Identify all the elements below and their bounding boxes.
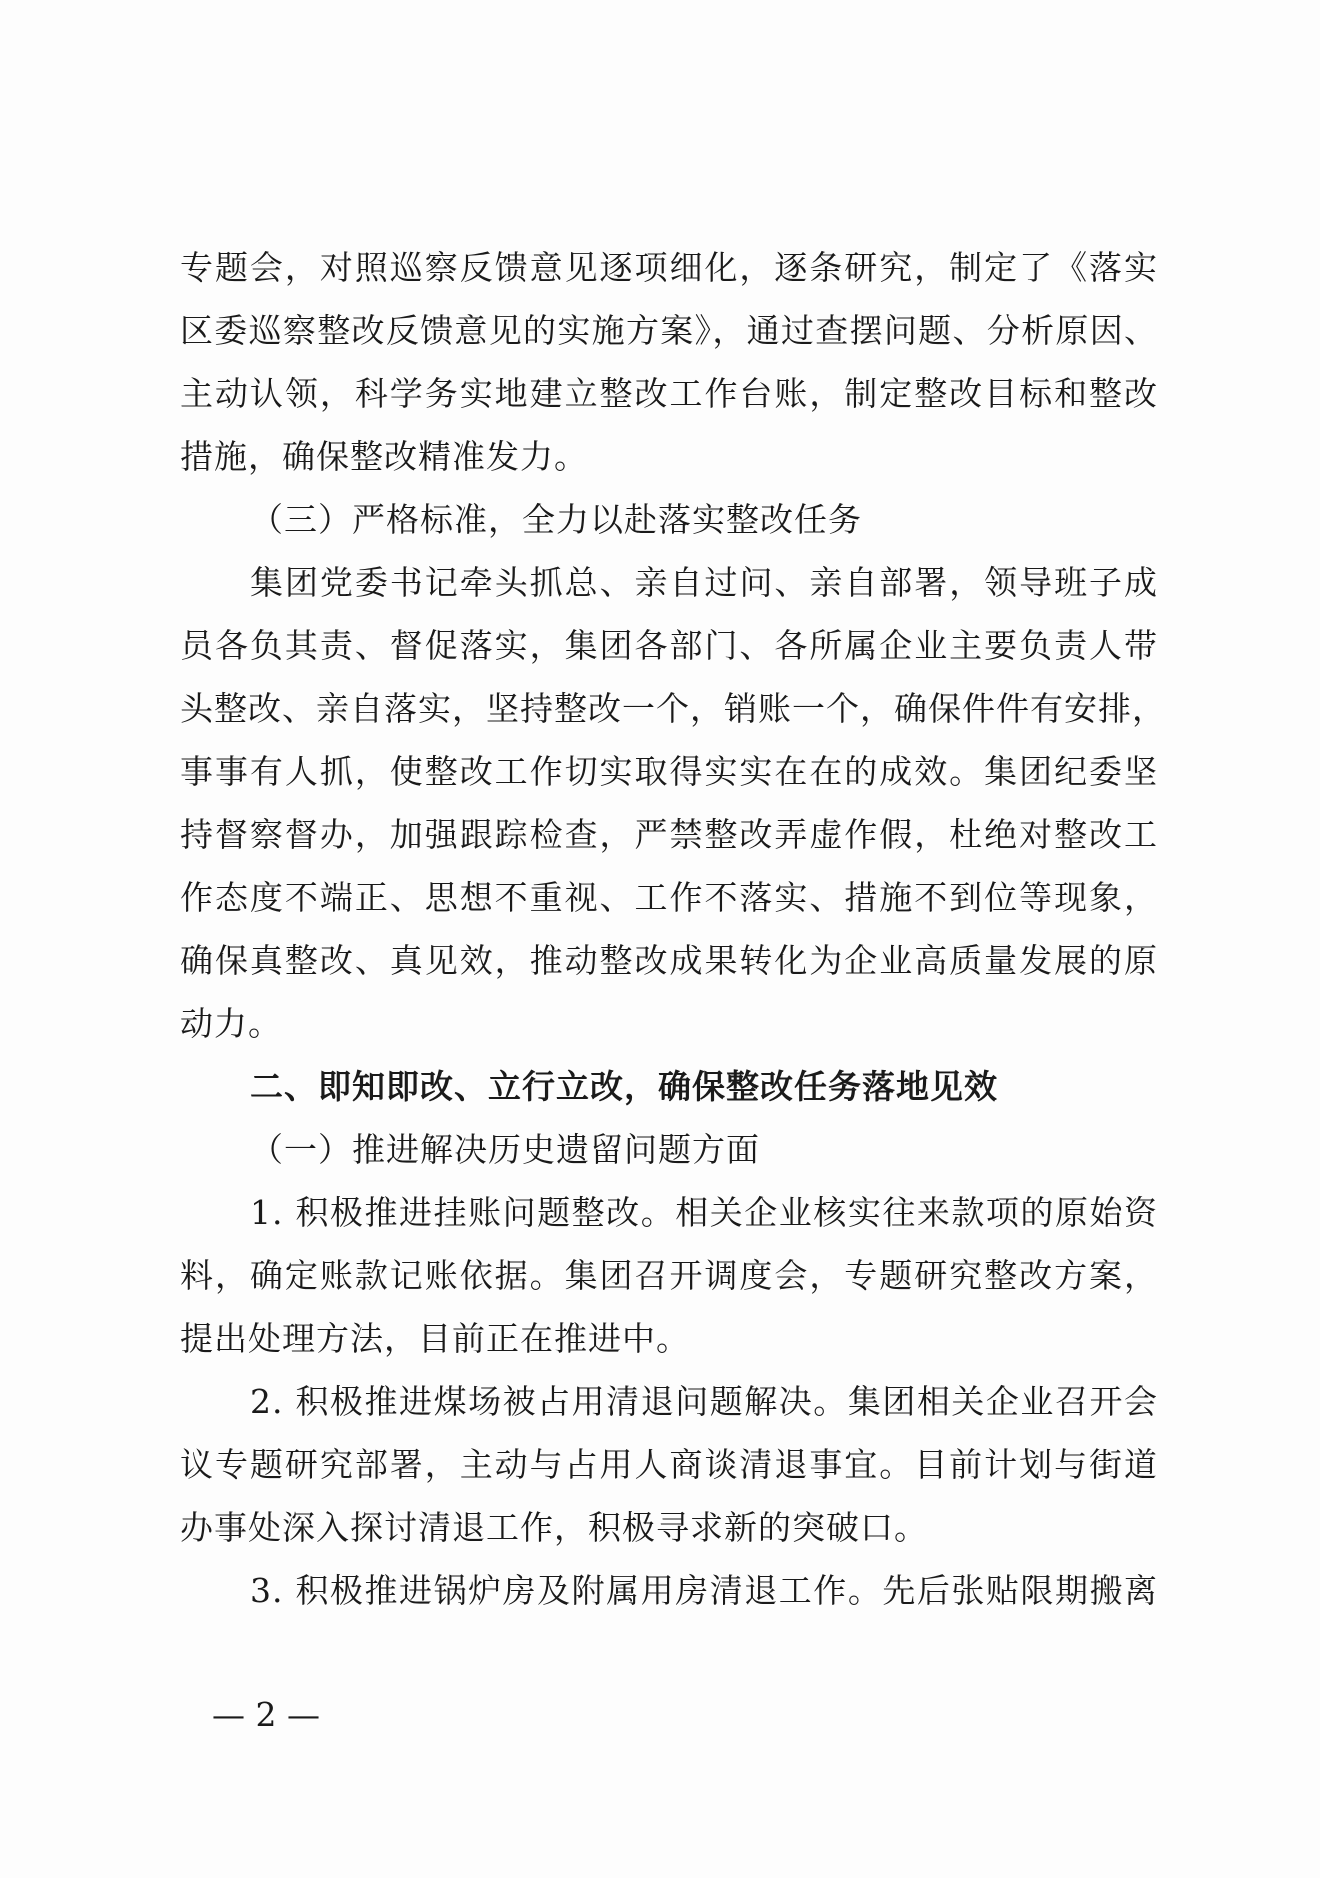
text-line: 事事有人抓，使整改工作切实取得实实在在的成效。集团纪委坚 <box>180 752 1158 791</box>
text-line: 提出处理方法，目前正在推进中。 <box>180 1319 690 1358</box>
text-line: 区委巡察整改反馈意见的实施方案》，通过查摆问题、分析原因、 <box>180 311 1158 350</box>
text-line: 员各负其责、督促落实，集团各部门、各所属企业主要负责人带 <box>180 626 1158 665</box>
subheading: （三）严格标准，全力以赴落实整改任务 <box>250 500 862 539</box>
text-line: 措施，确保整改精准发力。 <box>180 437 588 476</box>
text-line: 作态度不端正、思想不重视、工作不落实、措施不到位等现象， <box>180 878 1158 917</box>
text-line: 持督察督办，加强跟踪检查，严禁整改弄虚作假，杜绝对整改工 <box>180 815 1158 854</box>
document-body <box>180 236 1166 1622</box>
subheading: （一）推进解决历史遗留问题方面 <box>250 1130 760 1169</box>
text-line: 头整改、亲自落实，坚持整改一个，销账一个，确保件件有安排， <box>180 689 1166 728</box>
text-line: 确保真整改、真见效，推动整改成果转化为企业高质量发展的原 <box>180 941 1158 980</box>
text-line: 动力。 <box>180 1004 282 1043</box>
text-line: 3. 积极推进锅炉房及附属用房清退工作。先后张贴限期搬离 <box>250 1571 1158 1610</box>
text-line: 主动认领，科学务实地建立整改工作台账，制定整改目标和整改 <box>180 374 1158 413</box>
text-line: 料，确定账款记账依据。集团召开调度会，专题研究整改方案， <box>180 1256 1158 1295</box>
text-line: 办事处深入探讨清退工作，积极寻求新的突破口。 <box>180 1508 928 1547</box>
text-line: 集团党委书记牵头抓总、亲自过问、亲自部署，领导班子成 <box>250 563 1158 602</box>
text-line: 议专题研究部署，主动与占用人商谈清退事宜。目前计划与街道 <box>180 1445 1158 1484</box>
text-line: 2. 积极推进煤场被占用清退问题解决。集团相关企业召开会 <box>250 1382 1158 1421</box>
section-heading: 二、即知即改、立行立改，确保整改任务落地见效 <box>250 1067 998 1106</box>
text-line: 专题会，对照巡察反馈意见逐项细化，逐条研究，制定了《落实 <box>180 248 1158 287</box>
page-number: — 2 — <box>212 1695 320 1734</box>
text-line: 1. 积极推进挂账问题整改。相关企业核实往来款项的原始资 <box>250 1193 1158 1232</box>
